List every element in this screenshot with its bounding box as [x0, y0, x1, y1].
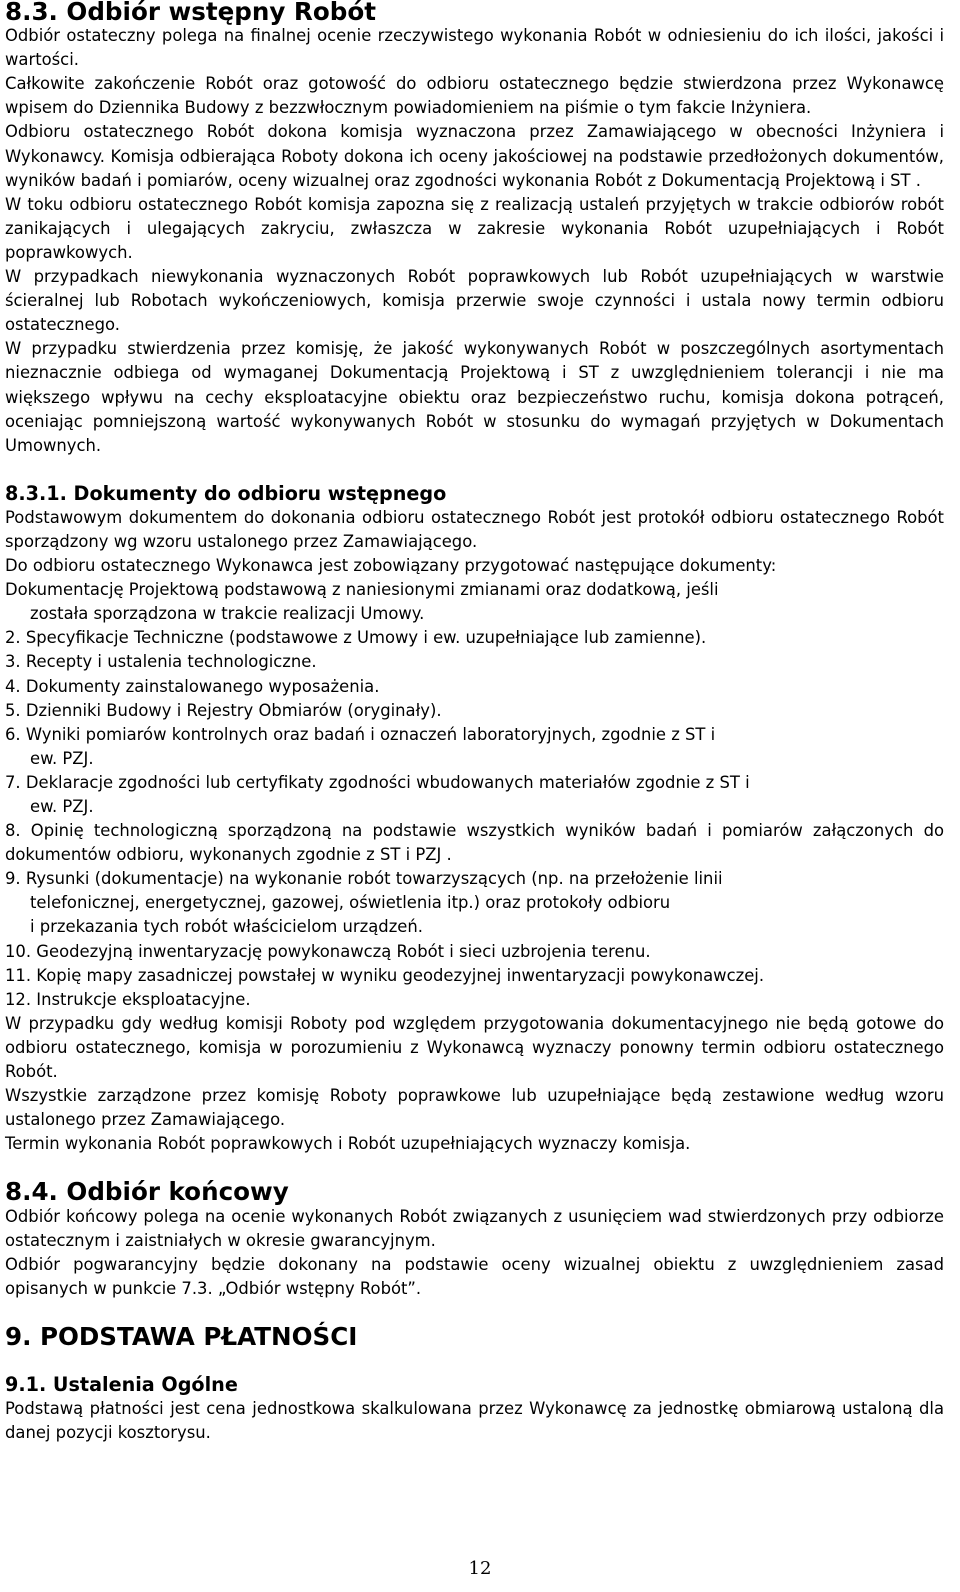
list-item-text: Kopię mapy zasadniczej powstałej w wyniku geodezyjnej inwentaryzacji powykonawczej.	[36, 965, 765, 985]
paragraph: Wszystkie zarządzone przez komisję Roboty poprawkowe lub uzupełniające będą zestawione według wzoru ustalonego przez Zamawiającego.	[5, 1086, 944, 1130]
list-item-number: 7.	[5, 772, 21, 792]
list-item-10	[5, 940, 944, 964]
heading-8-4: 8.4. Odbiór końcowy	[5, 1177, 289, 1207]
spacer	[5, 1349, 944, 1373]
list-item-number: 10.	[5, 941, 32, 961]
list-item-number: 4.	[5, 676, 21, 696]
paragraph: W przypadku stwierdzenia przez komisję, że jakość wykonywanych Robót w poszczególnych asortymentach nieznacznie odbiega od wymaganej Dokumentacją Projektową i ST z uwzględnieniem tolerancji i nie ma większego wpływu na cechy eksploatacyjne obiektu oraz bezpieczeństwo ruchu, komisja dokona potrąceń, oceniając pomniejszoną wartość wykonywanych Robót w stosunku do wymagań przyjętych w Dokumentach Umownych.	[5, 339, 944, 455]
page-number: 12	[468, 1558, 492, 1579]
paragraph: Podstawą płatności jest cena jednostkowa skalkulowana przez Wykonawcę za jednostkę obmiarową ustaloną dla danej pozycji kosztorysu.	[5, 1399, 944, 1443]
list-item-text: Wyniki pomiarów kontrolnych oraz badań i oznaczeń laboratoryjnych, zgodnie z ST i	[25, 724, 716, 744]
paragraph: Do odbioru ostatecznego Wykonawca jest zobowiązany przygotować następujące dokumenty:	[5, 556, 777, 576]
list-item-line: 9. Rysunki (dokumentacje) na wykonanie robót towarzyszących (np. na przełożenie linii	[5, 869, 723, 889]
paragraph: Podstawowym dokumentem do dokonania odbioru ostatecznego Robót jest protokół odbioru ostatecznego Robót sporządzony wg wzoru ustalonego przez Zamawiającego.	[5, 507, 944, 551]
list-item-line: Dokumentację Projektową podstawową z naniesionymi zmianami oraz dodatkową, jeśli	[5, 580, 719, 600]
list-item-continuation: i przekazania tych robót właścicielom urządzeń.	[30, 917, 423, 937]
list-item-text: Deklaracje zgodności lub certyfikaty zgodności wbudowanych materiałów zgodnie z ST i	[25, 772, 750, 792]
heading-9: 9. PODSTAWA PŁATNOŚCI	[5, 1321, 358, 1351]
list-item-text: Dzienniki Budowy i Rejestry Obmiarów (oryginały).	[25, 700, 442, 720]
list-item-continuation: telefonicznej, energetycznej, gazowej, oświetlenia itp.) oraz protokoły odbioru	[30, 893, 671, 913]
list-item-text: Specyfikacje Techniczne (podstawowe z Umowy i ew. uzupełniające lub zamienne).	[25, 628, 707, 648]
list-item-continuation: została sporządzona w trakcie realizacji Umowy.	[30, 604, 425, 624]
paragraph: W przypadkach niewykonania wyznaczonych Robót poprawkowych lub Robót uzupełniających w warstwie ścieralnej lub Robotach wykończeniowych, komisja przerwie swoje czynności i ustala nowy termin odbioru ostatecznego.	[5, 267, 944, 335]
paragraph: Odbiór ostateczny polega na finalnej ocenie rzeczywistego wykonania Robót w odniesieniu do ich ilości, jakości i wartości.	[5, 26, 944, 70]
list-item-12	[5, 988, 944, 1012]
heading-8-3-1: 8.3.1. Dokumenty do odbioru wstępnego	[5, 481, 447, 505]
list-item-3	[5, 650, 944, 674]
paragraph: W przypadku gdy według komisji Roboty pod względem przygotowania dokumentacyjnego nie będą gotowe do odbioru ostatecznego, komisja w porozumieniu z Wykonawcą wyznaczy ponowny termin odbioru ostatecznego Robót.	[5, 1013, 944, 1082]
list-item-number: 5.	[5, 700, 21, 720]
list-item-11	[5, 964, 944, 988]
heading-9-1: 9.1. Ustalenia Ogólne	[5, 1372, 238, 1396]
list-item-2	[5, 626, 944, 650]
list-item-8: 8. Opinię technologiczną sporządzoną na podstawie wszystkich wyników badań i pomiarów załączonych do dokumentów odbioru, wykonanych zgodnie z ST i PZJ .	[5, 821, 944, 865]
heading-8-3: 8.3. Odbiór wstępny Robót	[5, 0, 376, 26]
paragraph: Termin wykonania Robót poprawkowych i Robót uzupełniających wyznaczy komisja.	[5, 1134, 691, 1154]
spacer	[5, 458, 944, 482]
list-item-5	[5, 699, 944, 723]
list-item-number: 6.	[5, 724, 21, 744]
list-item-text: Dokumenty zainstalowanego wyposażenia.	[25, 676, 380, 696]
list-item-9	[5, 867, 944, 939]
list-item-continuation: ew. PZJ.	[30, 797, 94, 816]
list-item-number: 3.	[5, 652, 21, 672]
list-item-number: 2.	[5, 628, 21, 648]
list-item-6	[5, 723, 944, 771]
paragraph: Odbiór końcowy polega na ocenie wykonanych Robót związanych z usunięciem wad stwierdzonych przy odbiorze ostatecznym i zaistniałych w okresie gwarancyjnym.	[5, 1206, 944, 1250]
list-item-continuation: ew. PZJ.	[30, 748, 94, 768]
paragraph: W toku odbioru ostatecznego Robót komisja zapozna się z realizacją ustaleń przyjętych w trakcie odbiorów robót zanikających i ulegających zakryciu, zwłaszcza w zakresie wykonania Robót uzupełniających i Robót poprawkowych.	[5, 194, 944, 262]
list-item-1	[5, 578, 944, 626]
paragraph: Odbiór pogwarancyjny będzie dokonany na podstawie oceny wizualnej obiektu z uwzględnieniem zasad opisanych w punkcie 7.3. „Odbiór wstępny Robót”.	[5, 1254, 944, 1298]
list-item-4	[5, 675, 944, 699]
paragraph: Całkowite zakończenie Robót oraz gotowość do odbioru ostatecznego będzie stwierdzona przez Wykonawcę wpisem do Dziennika Budowy z bezzwłocznym powiadomieniem na piśmie o tym fakcie Inżyniera.	[5, 74, 944, 118]
list-item-text: Recepty i ustalenia technologiczne.	[25, 652, 317, 672]
list-item-text: Instrukcje eksploatacyjne.	[36, 989, 251, 1009]
paragraph: Odbioru ostatecznego Robót dokona komisja wyznaczona przez Zamawiającego w obecności Inżyniera i Wykonawcy. Komisja odbierająca Roboty dokona ich oceny jakościowej na podstawie przedłożonych dokumentów, wyników badań i pomiarów, oceny wizualnej oraz zgodności wykonania Robót z Dokumentacją Projektową i ST .	[5, 122, 944, 190]
list-item-text: Geodezyjną inwentaryzację powykonawczą Robót i sieci uzbrojenia terenu.	[36, 941, 651, 961]
list-item-7	[5, 771, 944, 819]
list-item-number: 12.	[5, 989, 32, 1009]
list-item-number: 11.	[5, 965, 32, 985]
